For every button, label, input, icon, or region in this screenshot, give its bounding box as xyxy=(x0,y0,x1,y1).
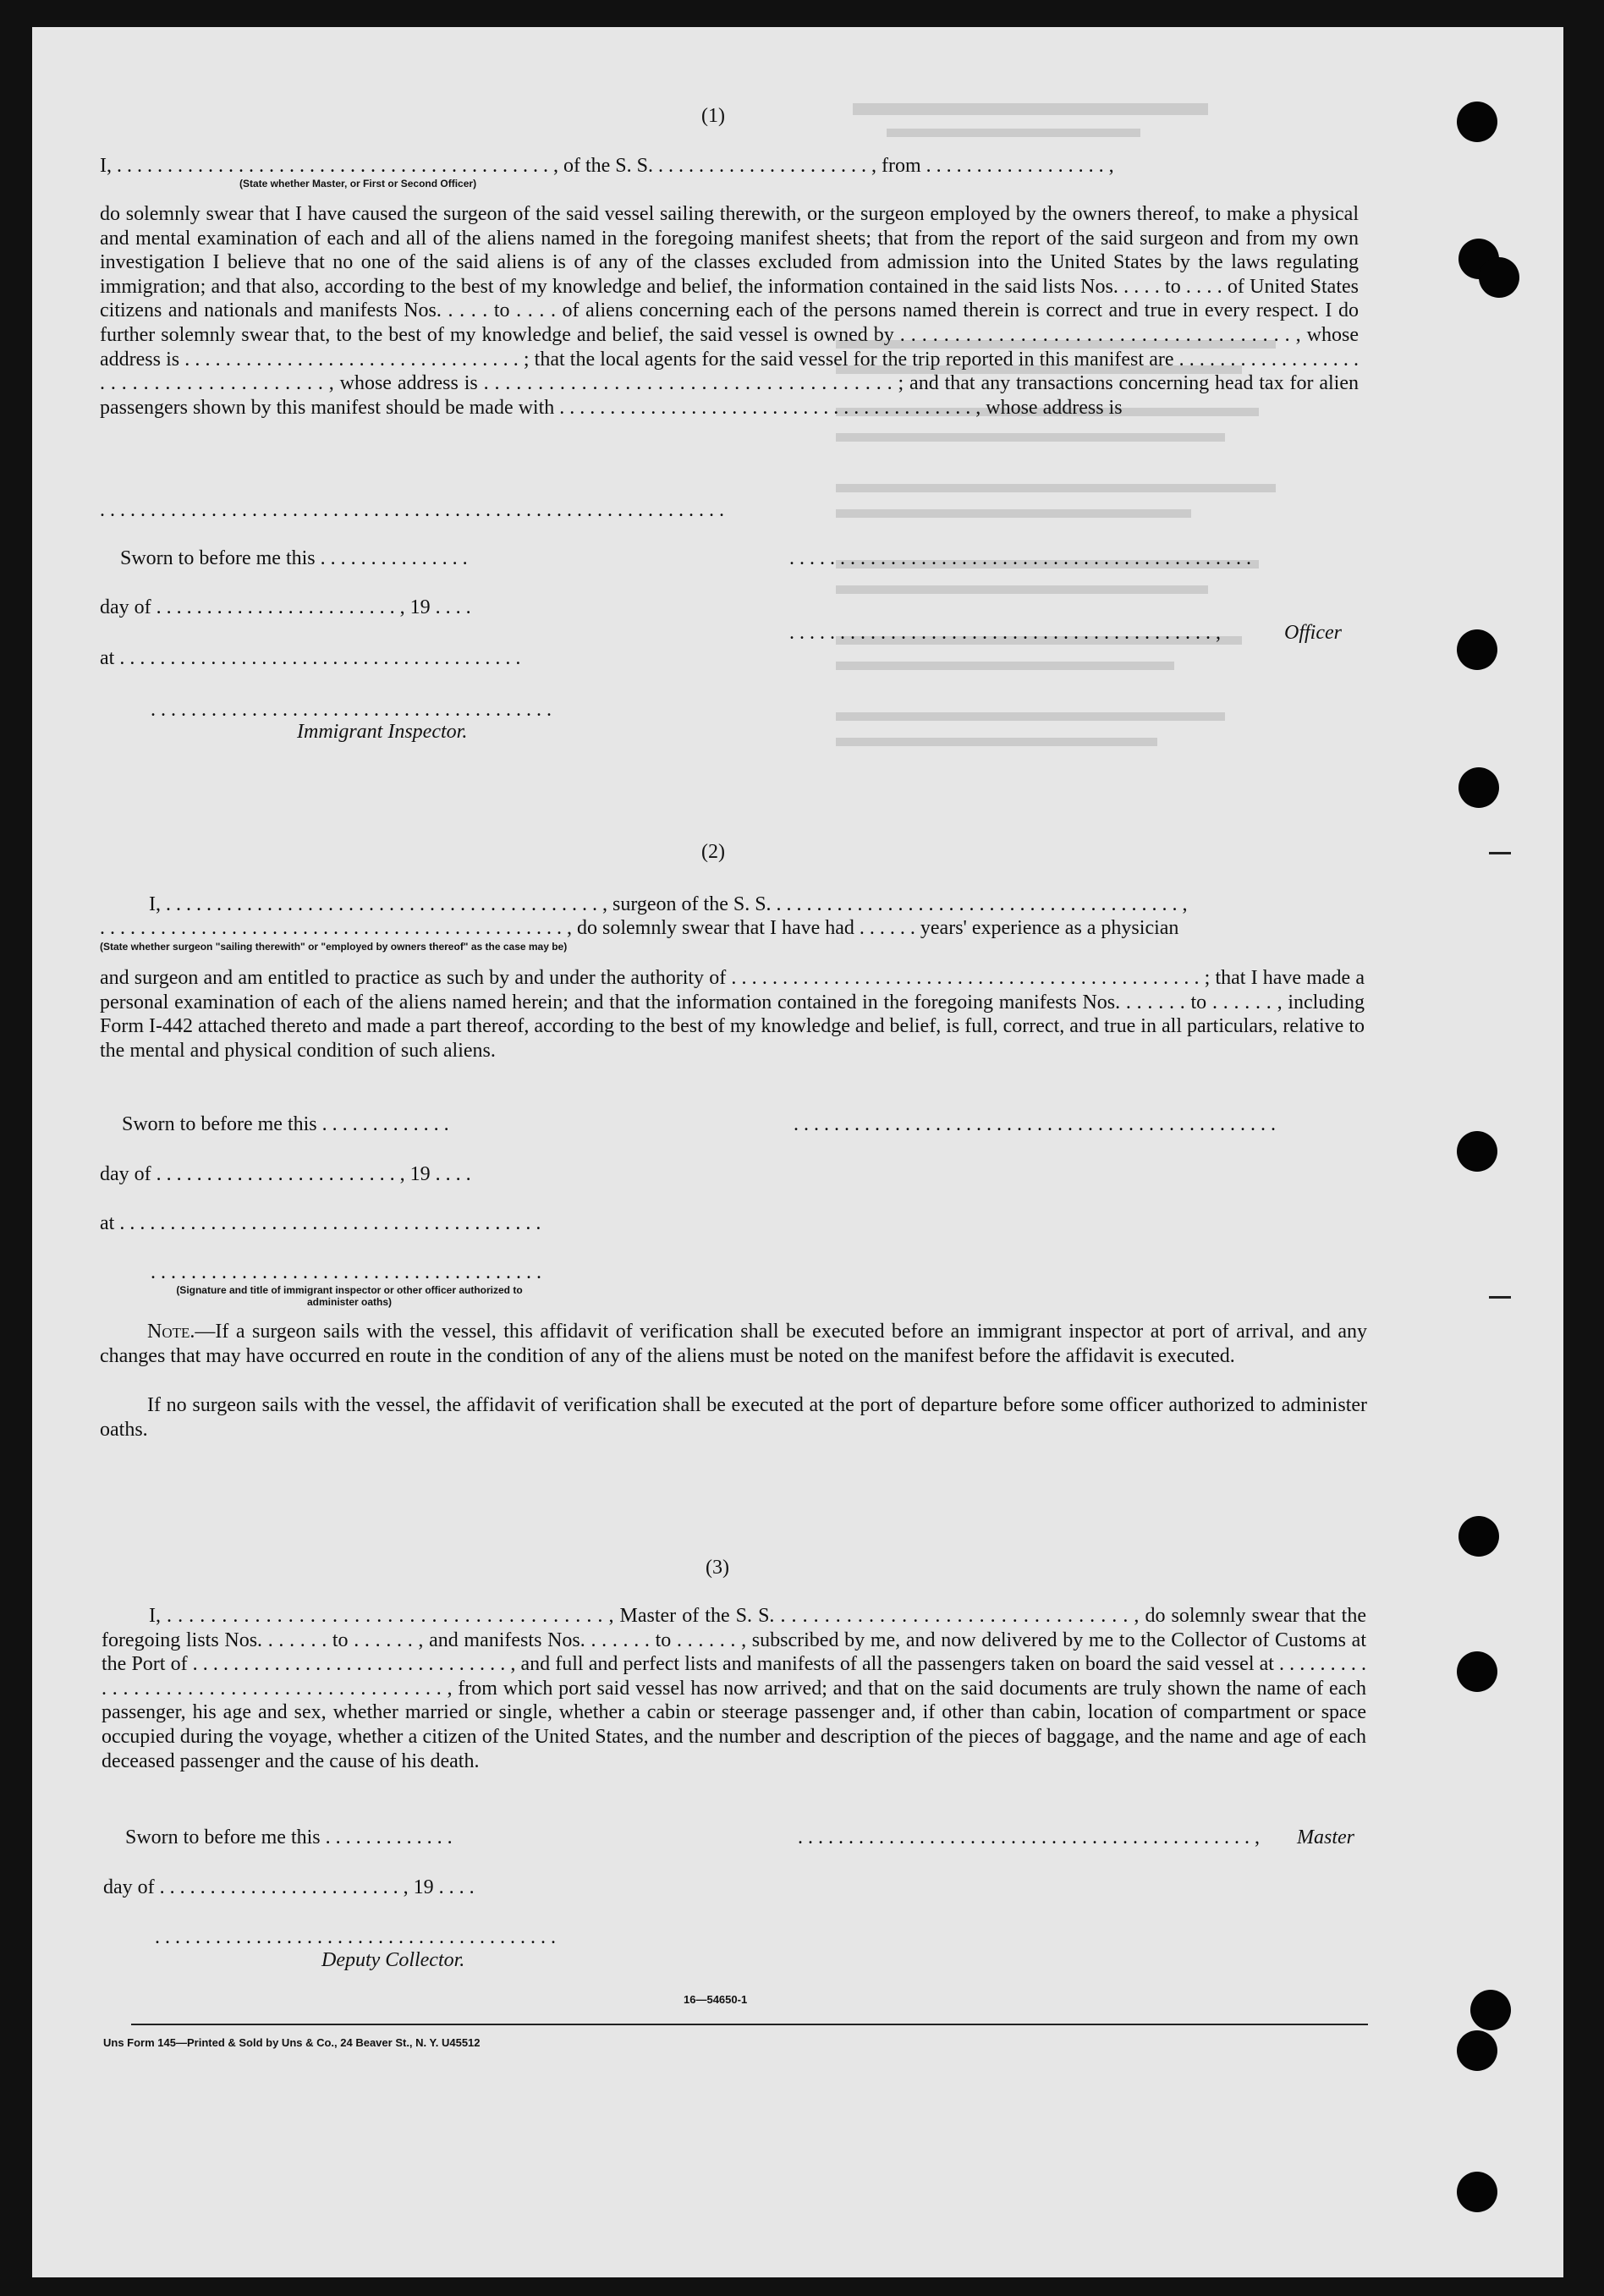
note-text: —If a surgeon sails with the vessel, this affidavit of verification shall be executed before an immigrant inspector at port of arrival, and any changes that may have occurred en route in the condition of any of the aliens must be noted on the manifest before the affidavit is executed. xyxy=(100,1321,1367,1367)
punch-hole xyxy=(1479,257,1519,298)
master-signature-dots: . . . . . . . . . . . . . . . . . . . . . . . . . . . . . . . . . . . . . . . . . . . . . , xyxy=(798,1826,1260,1848)
section-2-line-2: . . . . . . . . . . . . . . . . . . . . . . . . . . . . . . . . . . . . . . . . . . . . . . , do solemnly swear that I have had . . . . . . years' experience as a physician xyxy=(100,917,1179,939)
section-2-day-line: day of . . . . . . . . . . . . . . . . . . . . . . . . , 19 . . . . xyxy=(100,1163,471,1185)
printer-imprint: Uns Form 145—Printed & Sold by Uns & Co., 24 Beaver St., N. Y. U45512 xyxy=(103,2036,481,2049)
section-1-day-line: day of . . . . . . . . . . . . . . . . . . . . . . . . , 19 . . . . xyxy=(100,596,471,618)
section-1-opening-line: I, . . . . . . . . . . . . . . . . . . . . . . . . . . . . . . . . . . . . . . . . . . . , of the S. S. . . . . . . . . . . . . . . . . . . . . . , from . . . . . . . . . . . . . . . . . . , xyxy=(100,155,1114,177)
footer-rule xyxy=(131,2024,1368,2025)
section-2-line-1: I, . . . . . . . . . . . . . . . . . . . . . . . . . . . . . . . . . . . . . . . . . . . , surgeon of the S. S. . . . . . . . . . . . . . . . . . . . . . . . . . . . . . . . . . . . . . . . . , xyxy=(149,893,1188,915)
section-2-oath-text: and surgeon and am entitled to practice as such by and under the authority of . . . . . . . . . . . . . . . . . . . . . . . . . . . . . . . . . . . . . . . . . . . . . . ; that I have made a personal examination of each of the aliens named herein; and that the information contained in the foregoing manifests Nos. . . . . . . to . . . . . . , including Form I-442 attached thereto and made a part thereof, according to the best of my knowledge and belief, is full, correct, and true in all particulars, relative to the mental and physical condition of such aliens. xyxy=(100,967,1365,1062)
section-1-sworn-signature-dots: . . . . . . . . . . . . . . . . . . . . . . . . . . . . . . . . . . . . . . . . . . . . . . xyxy=(789,547,1251,569)
section-1-sworn-line: Sworn to before me this . . . . . . . . . . . . . . . xyxy=(120,547,468,569)
section-3-oath-text: I, . . . . . . . . . . . . . . . . . . . . . . . . . . . . . . . . . . . . . . . . , Master of the S. S. . . . . . . . . . . . . . . . . . . . . . . . . . . . . . . . . , do solemnly swear that the foregoing lists Nos. . . . . . . to . . . . . . , and manifests Nos. . . . . . . to . . . . . . , subscribed by me, and now delivered by me to the Collector of Customs at the Port of . . . . . . . . . . . . . . . . . . . . . . . . . . . . . . . , and full and perfect lists and manifests of all the passengers taken on board the said vessel at . . . . . . . . . . . . . . . . . . . . . . . . . . . . . . . . . . . . . . . . . , from which port said vessel has now arrived; and that on the said documents are truly shown the name of each passenger, his age and sex, whether married or single, whether a cabin or steerage passenger and, if other than cabin, location of compartment or space occupied during the voyage, whether a citizen of the United States, and the number and description of the pieces of baggage, and the name and age of each deceased passenger and the cause of his death. xyxy=(102,1605,1366,1772)
master-label: Master xyxy=(1297,1826,1354,1848)
margin-mark xyxy=(1489,1296,1511,1299)
section-3-sworn-line: Sworn to before me this . . . . . . . . . . . . . xyxy=(125,1826,453,1848)
bleed-through-text xyxy=(836,86,1343,848)
section-2-note xyxy=(100,1320,1367,1368)
punch-hole xyxy=(1457,102,1497,142)
section-2-number: (2) xyxy=(701,841,725,863)
punch-hole xyxy=(1457,2172,1497,2212)
punch-hole xyxy=(1457,629,1497,670)
deputy-collector-label: Deputy Collector. xyxy=(321,1949,465,1971)
inspector-signature-dots: . . . . . . . . . . . . . . . . . . . . . . . . . . . . . . . . . . . . . . . . xyxy=(151,699,552,721)
punch-hole xyxy=(1458,1516,1499,1557)
punch-hole xyxy=(1457,1131,1497,1172)
section-1-number: (1) xyxy=(701,105,725,127)
signature-title-note: (Signature and title of immigrant inspector or other officer authorized to administer oaths) xyxy=(176,1284,523,1308)
punch-hole xyxy=(1457,2030,1497,2071)
section-2-note-2: If no surgeon sails with the vessel, the affidavit of verification shall be executed at the port of departure before some officer authorized to administer oaths. xyxy=(100,1394,1367,1441)
punch-hole xyxy=(1470,1990,1511,2030)
punch-hole xyxy=(1457,1651,1497,1692)
officer-label: Officer xyxy=(1284,622,1342,644)
officer-rank-note: (State whether Master, or First or Second Officer) xyxy=(239,178,477,190)
section-2-sworn-signature-dots: . . . . . . . . . . . . . . . . . . . . . . . . . . . . . . . . . . . . . . . . . . . . . . . . xyxy=(794,1113,1276,1135)
punch-hole xyxy=(1458,767,1499,808)
section-3-day-line: day of . . . . . . . . . . . . . . . . . . . . . . . . , 19 . . . . xyxy=(103,1876,475,1898)
section-1-oath-text: do solemnly swear that I have caused the surgeon of the said vessel sailing therewith, or the surgeon employed by the owners thereof, to make a physical and mental examination of each and all of the aliens named in the foregoing manifest sheets; that from the report of the said surgeon and from my own investigation I believe that no one of the said aliens is of any of the classes excluded from admission into the United States by the laws regulating immigration; and that also, according to the best of my knowledge and belief, the information contained in the said lists Nos. . . . . to . . . . of United States citizens and nationals and manifests Nos. . . . . to . . . . of aliens concerning each of the persons named therein is correct and true in every respect. I do further solemnly swear that, to the best of my knowledge and belief, the said vessel is owned by . . . . . . . . . . . . . . . . . . . . . . . . . . . . . . . . . . . . , whose address is . . . . . . . . . . . . . . . . . . . . . . . . . . . . . . . . . ; that the local agents for the said vessel for the trip reported in this manifest are . . . . . . . . . . . . . . . . . . . . . . . . . . . . . . . . . . . . . . . , whose address is . . . . . . . . . . . . . . . . . . . . . . . . . . . . . . . . . . . . . . ; and that any transactions concerning head tax for alien passengers shown by this manifest should be made with . . . . . . . . . . . . . . . . . . . . . . . . . . . . . . . . . . . . . . . . . , whose address is xyxy=(100,203,1359,419)
form-sheet xyxy=(32,27,1563,2277)
margin-mark xyxy=(1489,852,1511,854)
surgeon-type-note: (State whether surgeon "sailing therewith" or "employed by owners thereof" as the case may be) xyxy=(100,941,568,953)
section-3-number: (3) xyxy=(706,1557,729,1579)
collector-signature-dots: . . . . . . . . . . . . . . . . . . . . . . . . . . . . . . . . . . . . . . . . xyxy=(155,1926,556,1948)
section-2-at-line: at . . . . . . . . . . . . . . . . . . . . . . . . . . . . . . . . . . . . . . . . . . xyxy=(100,1212,541,1234)
note-label: Note. xyxy=(147,1321,195,1343)
section-1-at-line: at . . . . . . . . . . . . . . . . . . . . . . . . . . . . . . . . . . . . . . . . xyxy=(100,647,521,669)
form-code: 16—54650-1 xyxy=(684,1993,748,2006)
immigrant-inspector-label: Immigrant Inspector. xyxy=(297,721,468,743)
section-2-sworn-line: Sworn to before me this . . . . . . . . . . . . . xyxy=(122,1113,449,1135)
section-1-address-dots: . . . . . . . . . . . . . . . . . . . . . . . . . . . . . . . . . . . . . . . . . . . . . . . . . . . . . . . . . . . . . . xyxy=(100,499,724,521)
section-2-signature-dots: . . . . . . . . . . . . . . . . . . . . . . . . . . . . . . . . . . . . . . . xyxy=(151,1261,541,1283)
officer-signature-dots: . . . . . . . . . . . . . . . . . . . . . . . . . . . . . . . . . . . . . . . . . . , xyxy=(789,622,1221,644)
